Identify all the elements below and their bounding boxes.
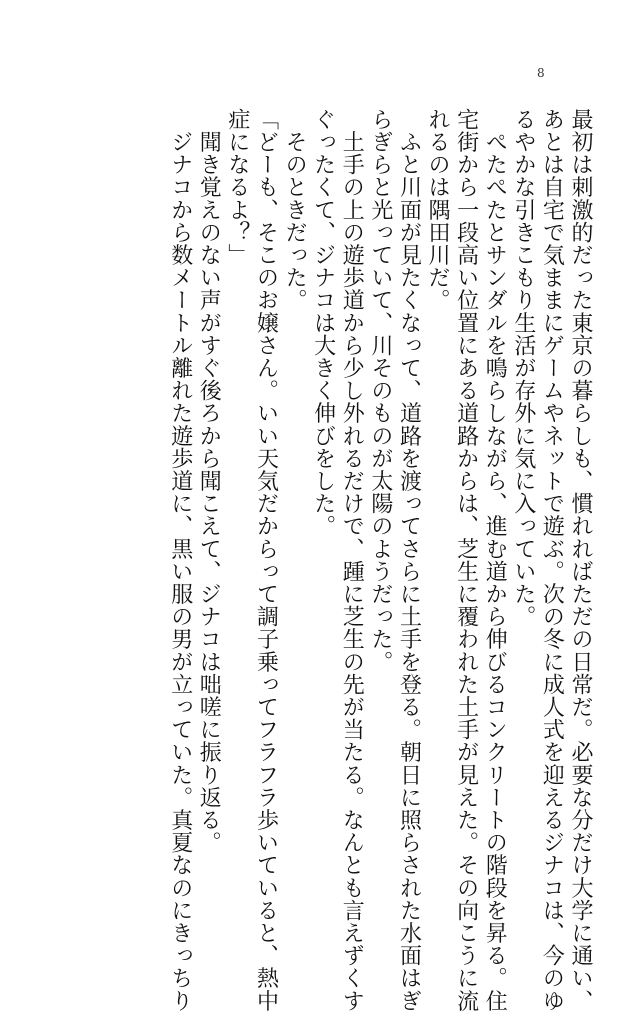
text-line: 土手の上の遊歩道から少し外れるだけで、踵に芝生の先が当たる。なんとも言えずくす — [339, 108, 365, 1012]
text-line: らぎらと光っていて、川そのものが太陽のようだった。 — [367, 108, 393, 673]
text-line: るやかな引きこもり生活が存外に気に入っていた。 — [510, 108, 536, 628]
text-line: そのときだった。 — [282, 108, 308, 312]
text-line: 聞き覚えのない声がすぐ後ろから聞こえて、ジナコは咄嗟に振り返る。 — [196, 108, 222, 854]
text-line: 最初は刺激的だった東京の暮らしも、慣れればただの日常だ。必要な分だけ大学に通い、 — [568, 108, 593, 1012]
body-text — [165, 108, 594, 1012]
text-line: ぺたぺたとサンダルを鳴らしながら、進む道から伸びるコンクリートの階段を昇る。住 — [482, 108, 508, 1012]
text-line: ぐったくて、ジナコは大きく伸びをした。 — [310, 108, 336, 538]
text-line: 症になるよ？」 — [224, 108, 250, 267]
text-line: れるのは隅田川だ。 — [425, 108, 451, 312]
text-line: あとは自宅で気ままにゲームやネットで遊ぶ。次の冬に成人式を迎えるジナコは、今のゆ — [539, 108, 565, 1012]
text-line: ふと川面が見たくなって、道路を渡ってさらに土手を登る。朝日に照らされた水面はぎ — [396, 108, 422, 1012]
text-line: ジナコから数メートル離れた遊歩道に、黒い服の男が立っていた。真夏なのにきっちり — [167, 108, 193, 1012]
text-line: 「どーも、そこのお嬢さん。いい天気だからって調子乗ってフラフラ歩いていると、熱中 — [253, 108, 279, 1012]
page-number: 8 — [537, 66, 545, 80]
text-line: 宅街から一段高い位置にある道路からは、芝生に覆われた土手が見えた。その向こうに流 — [453, 108, 479, 1012]
